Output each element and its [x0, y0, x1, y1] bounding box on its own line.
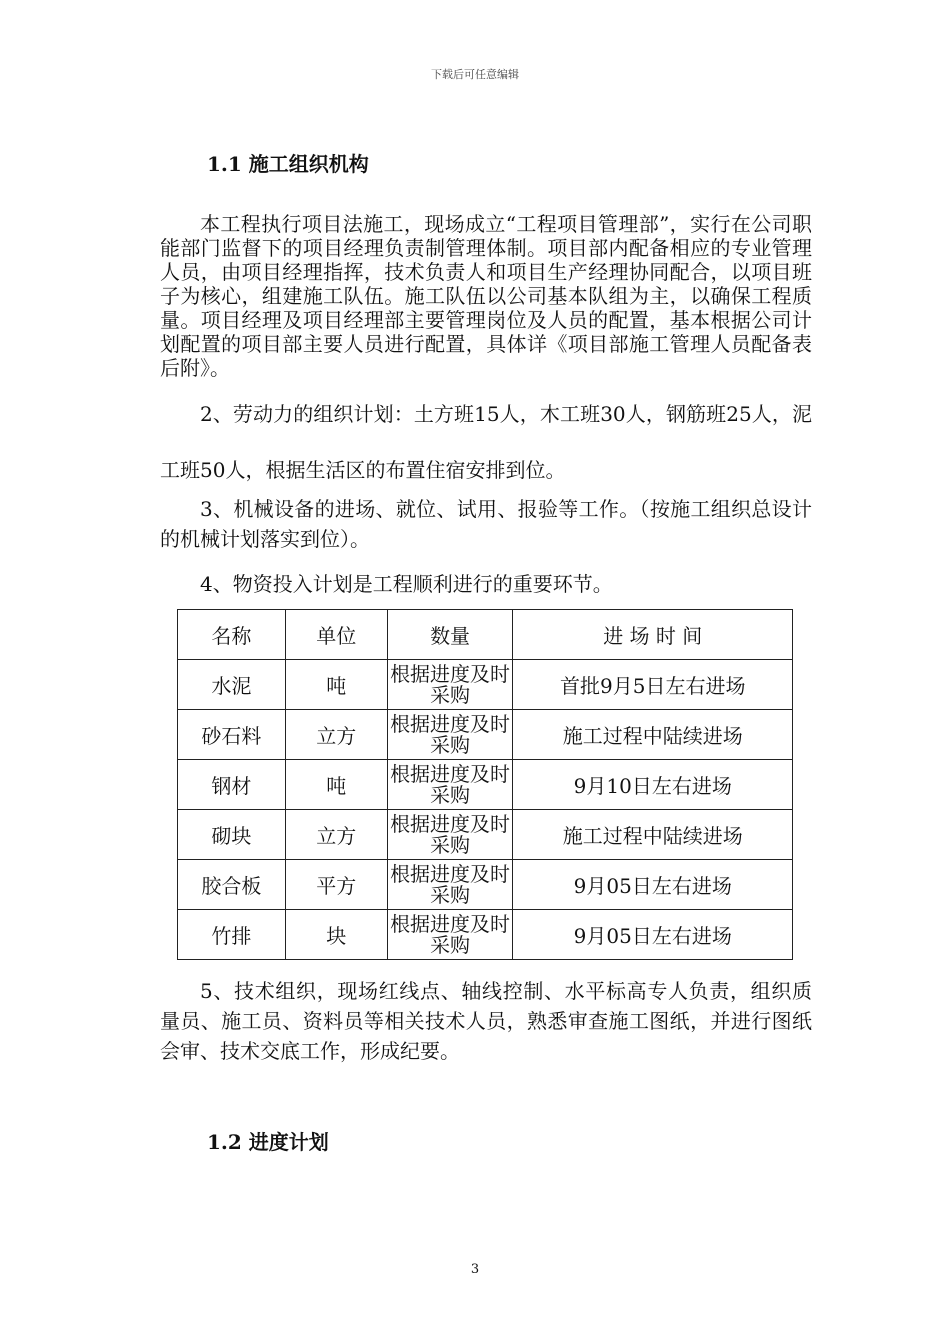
paragraph-materials: 4、物资投入计划是工程顺利进行的重要环节。 — [200, 572, 613, 596]
table-row — [178, 710, 793, 760]
cell-unit: 立方 — [285, 710, 387, 760]
table-row — [178, 860, 793, 910]
cell-arrival-time: 施工过程中陆续进场 — [513, 710, 793, 760]
cell-arrival-time: 9月05日左右进场 — [513, 860, 793, 910]
table-row — [178, 810, 793, 860]
cell-name: 砌块 — [178, 810, 286, 860]
cell-unit: 吨 — [285, 660, 387, 710]
cell-unit: 立方 — [285, 810, 387, 860]
paragraph-labor-plan: 2、劳动力的组织计划：土方班15人，木工班30人，钢筋班25人，泥工班50人，根据生活区的布置住宿安排到位。 — [160, 402, 812, 482]
section-title: 1.1 施工组织机构 — [207, 152, 369, 176]
paragraph-organization: 本工程执行项目法施工，现场成立“工程项目管理部”，实行在公司职能部门监督下的项目经理负责制管理体制。项目部内配备相应的专业管理人员，由项目经理指挥，技术负责人和项目生产经理协同配合，以项目班子为核心，组建施工队伍。施工队伍以公司基本队组为主，以确保工程质量。项目经理及项目经理部主要管理岗位及人员的配置，基本根据公司计划配置的项目部主要人员进行配置，具体详《项目部施工管理人员配备表后附》。 — [160, 212, 812, 380]
cell-name: 竹排 — [178, 910, 286, 960]
cell-quantity: 根据进度及时采购 — [387, 660, 513, 710]
cell-arrival-time: 9月10日左右进场 — [513, 760, 793, 810]
page-number: 3 — [470, 1262, 480, 1277]
section-title-schedule: 1.2 进度计划 — [207, 1130, 329, 1154]
cell-name: 砂石料 — [178, 710, 286, 760]
cell-arrival-time: 9月05日左右进场 — [513, 910, 793, 960]
cell-arrival-time: 首批9月5日左右进场 — [513, 660, 793, 710]
header-quantity: 数量 — [387, 610, 513, 660]
paragraph-equipment: 3、机械设备的进场、就位、试用、报验等工作。（按施工组织总设计的机械计划落实到位）。 — [160, 497, 812, 551]
cell-quantity: 根据进度及时采购 — [387, 910, 513, 960]
cell-name: 钢材 — [178, 760, 286, 810]
cell-arrival-time: 施工过程中陆续进场 — [513, 810, 793, 860]
cell-unit: 块 — [285, 910, 387, 960]
table-row — [178, 660, 793, 710]
cell-unit: 吨 — [285, 760, 387, 810]
cell-unit: 平方 — [285, 860, 387, 910]
cell-quantity: 根据进度及时采购 — [387, 810, 513, 860]
table-row — [178, 910, 793, 960]
paragraph-technical-organization: 5、技术组织，现场红线点、轴线控制、水平标高专人负责，组织质量员、施工员、资料员等相关技术人员，熟悉审查施工图纸，并进行图纸会审、技术交底工作，形成纪要。 — [160, 979, 812, 1063]
table-header-row — [178, 610, 793, 660]
table-row — [178, 760, 793, 810]
cell-quantity: 根据进度及时采购 — [387, 860, 513, 910]
header-unit: 单位 — [285, 610, 387, 660]
page-header-note: 下载后可任意编辑 — [431, 68, 519, 81]
cell-name: 胶合板 — [178, 860, 286, 910]
cell-name: 水泥 — [178, 660, 286, 710]
cell-quantity: 根据进度及时采购 — [387, 760, 513, 810]
cell-quantity: 根据进度及时采购 — [387, 710, 513, 760]
materials-plan-table — [177, 609, 793, 960]
header-arrival-time: 进 场 时 间 — [513, 610, 793, 660]
header-name: 名称 — [178, 610, 286, 660]
